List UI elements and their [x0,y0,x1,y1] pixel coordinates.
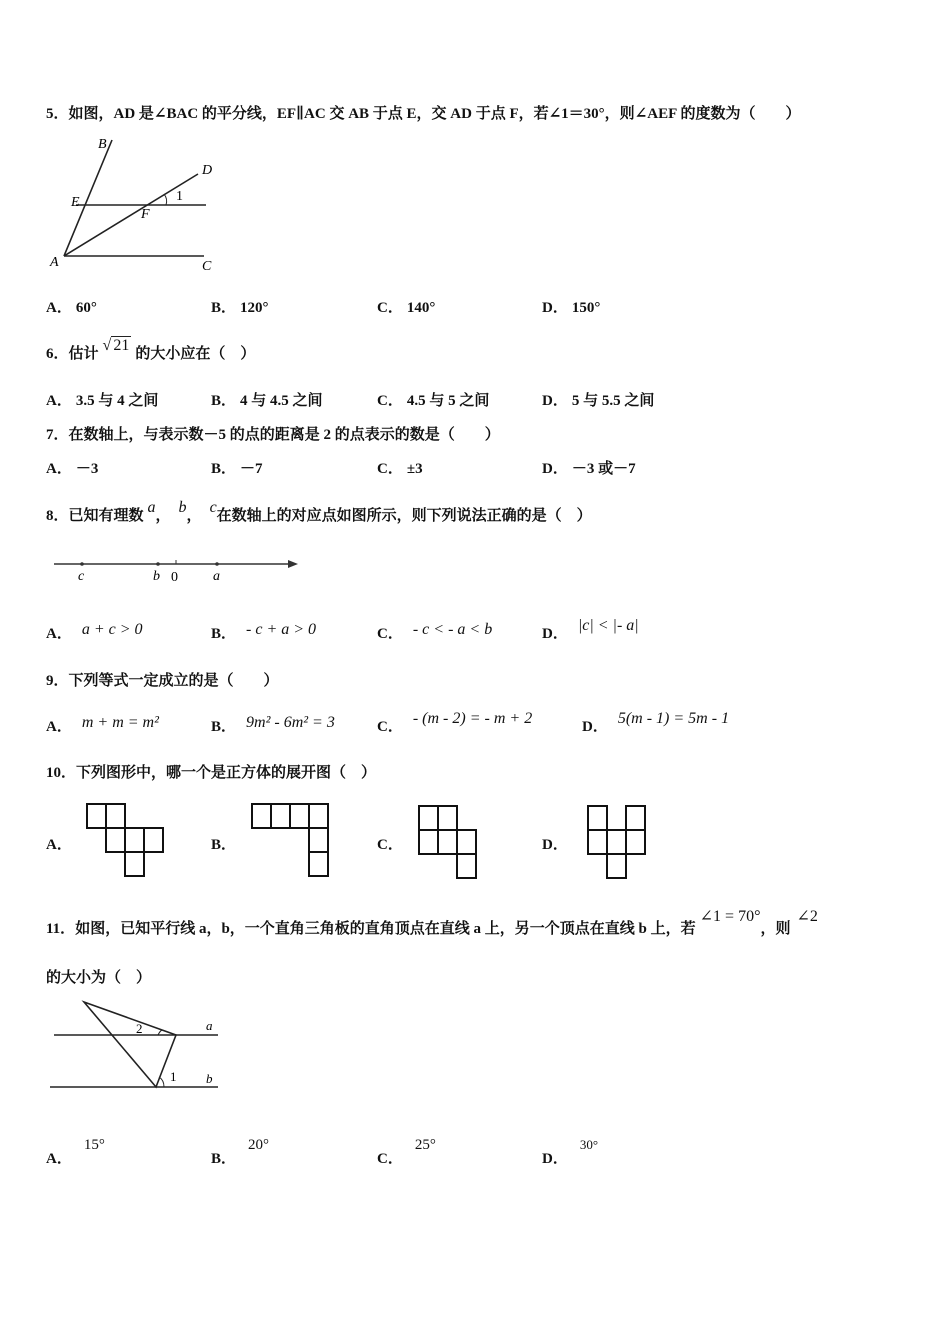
option-value: 5 与 5.5 之间 [571,393,655,409]
label-c: c [78,569,85,584]
option-label: C． [377,393,403,409]
option-value: 30° [579,1137,599,1152]
option-value: 4.5 与 5 之间 [406,393,490,409]
question-11-stem-cont [46,966,151,987]
option-value: 5(m - 1) = 5m - 1 [617,710,730,727]
angle-2-expression: ∠2 [796,908,818,925]
question-text: 如图，AD 是∠BAC 的平分线，EF∥AC 交 AB 于点 E，交 AD 于点 F，若∠1＝30°，则∠AEF 的度数为（ ） [68,106,801,122]
radicand: 21 [113,337,130,354]
option-value: - (m - 2) = - m + 2 [412,710,533,727]
q10-option-c[interactable] [377,833,403,854]
q7-option-c[interactable] [377,457,423,478]
angle-1-expression: ∠1 = 70° [699,908,761,925]
label-2: 2 [136,1021,143,1036]
angle-1-arc [164,194,167,205]
q5-option-c[interactable] [377,296,435,317]
option-label: D． [542,837,568,853]
label-b: b [206,1071,213,1086]
q10-option-b[interactable] [211,833,236,854]
q10-option-a[interactable] [46,833,72,854]
option-label: A． [46,1151,72,1167]
option-label: B． [211,461,237,477]
question-text-after: 在数轴上的对应点如图所示，则下列说法正确的是（ ） [216,508,592,524]
option-label: B． [211,626,237,642]
option-value: 60° [75,300,97,316]
label-c: C [202,259,212,274]
q5-option-a[interactable] [46,296,97,317]
figure-angle-bisector [46,132,226,272]
option-label: A． [46,719,72,735]
option-value: 9m² - 6m² = 3 [246,714,335,731]
ray-ad [64,174,198,256]
option-value: －3 [75,461,99,477]
option-value: 150° [571,300,601,316]
question-text: 下列图形中，哪一个是正方体的展开图（ ） [76,765,377,781]
option-value: 120° [240,300,269,316]
option-label: D． [542,1151,568,1167]
label-d: D [202,163,213,178]
option-label: C． [377,719,403,735]
option-label: A． [46,300,72,316]
question-text: 在数轴上，与表示数－5 的点的距离是 2 的点表示的数是（ ） [68,427,500,443]
question-5-stem [46,102,800,123]
question-text-before: 如图，已知平行线 a，b，一个直角三角板的直角顶点在直线 a 上，另一个顶点在直线 b 上，若 [75,921,696,937]
q5-option-d[interactable] [542,296,600,317]
q9-option-c[interactable] [377,710,533,736]
option-value: 25° [414,1137,436,1153]
question-number: 8． [46,508,69,524]
question-text: 下列等式一定成立的是（ ） [68,673,279,689]
label-b: B [98,137,107,152]
label-a: a [206,1018,213,1033]
net-figure-c [418,805,498,885]
question-text-after: 的大小应在（ ） [135,346,256,362]
question-text-after: 的大小为（ ） [46,970,152,986]
figure-number-line [52,546,312,586]
question-8-stem [46,499,592,525]
q9-option-d[interactable] [582,710,730,736]
label-e: E [71,195,80,210]
option-label: C． [377,1151,403,1167]
option-label: A． [46,393,72,409]
option-value: a + c > 0 [81,621,143,638]
separator: ， [155,508,171,524]
q10-option-d[interactable] [542,833,568,854]
axis-arrow [288,560,298,568]
option-label: C． [377,300,403,316]
option-value: - c + a > 0 [246,621,317,638]
q6-option-c[interactable] [377,389,489,410]
question-10-stem [46,761,376,782]
option-label: C． [377,837,403,853]
q8-option-b[interactable] [211,622,316,643]
question-number: 6． [46,346,69,362]
option-value: 4 与 4.5 之间 [240,393,323,409]
option-label: A． [46,626,72,642]
question-7-stem [46,423,500,444]
q11-option-a[interactable] [46,1137,105,1168]
option-value: 20° [248,1137,270,1153]
label-b: b [153,569,160,584]
question-number: 5． [46,106,69,122]
option-label: D． [542,300,568,316]
var-a: a [147,499,156,516]
point-b [156,562,160,566]
option-value: 3.5 与 4 之间 [75,393,159,409]
question-number: 9． [46,673,69,689]
label-1: 1 [170,1069,177,1084]
question-number: 11． [46,921,76,937]
option-label: B． [211,393,237,409]
option-value: －3 或－7 [571,461,636,477]
option-label: B． [211,837,237,853]
question-text-before: 估计 [68,346,99,362]
option-label: C． [377,626,403,642]
figure-parallel-triangle [50,998,230,1098]
question-number: 10． [46,765,77,781]
option-label: D． [542,461,568,477]
option-label: D． [542,626,568,642]
question-text-before: 已知有理数 [68,508,144,524]
q9-option-a[interactable] [46,715,159,736]
option-value: - c < - a < b [412,621,493,638]
option-value: ±3 [406,461,423,477]
q7-option-a[interactable] [46,457,98,478]
option-label: D． [542,393,568,409]
label-f: F [141,207,150,222]
option-value: 15° [83,1137,105,1153]
q8-option-d[interactable] [542,617,639,643]
point-a [215,562,219,566]
option-label: B． [211,1151,237,1167]
option-label: B． [211,300,237,316]
label-a: a [213,569,220,584]
q11-option-d[interactable] [542,1137,599,1168]
question-6-stem [46,337,256,363]
option-label: A． [46,461,72,477]
option-label: B． [211,719,237,735]
question-number: 7． [46,427,69,443]
label-a: A [50,255,59,270]
var-b: b [178,499,187,516]
option-label: A． [46,837,72,853]
q6-option-b[interactable] [211,389,323,410]
question-11-stem [46,908,818,938]
var-c: c [209,499,217,516]
q8-option-c[interactable] [377,622,492,643]
option-value: －7 [240,461,263,477]
label-zero: 0 [171,570,178,585]
q7-option-d[interactable] [542,457,636,478]
net-figure-b [251,803,331,883]
q6-option-d[interactable] [542,389,654,410]
option-label: C． [377,461,403,477]
net-figure-d [587,805,667,885]
q5-option-b[interactable] [211,296,269,317]
sqrt-21: √ 21 [102,337,130,354]
option-value: |c| < |- a| [577,617,639,634]
option-value: 140° [406,300,436,316]
q8-option-a[interactable] [46,622,143,643]
question-9-stem [46,669,279,690]
q6-option-a[interactable] [46,389,158,410]
q9-option-b[interactable] [211,715,335,736]
q11-option-b[interactable] [211,1137,270,1168]
option-label: D． [582,719,608,735]
point-c [80,562,84,566]
separator: ， [186,508,202,524]
q7-option-b[interactable] [211,457,263,478]
q11-option-c[interactable] [377,1137,436,1168]
option-value: m + m = m² [81,714,159,731]
question-text-mid: ，则 [760,921,791,937]
label-1: 1 [176,189,183,204]
net-figure-a [86,803,166,883]
triangle-ruler [84,1002,176,1087]
